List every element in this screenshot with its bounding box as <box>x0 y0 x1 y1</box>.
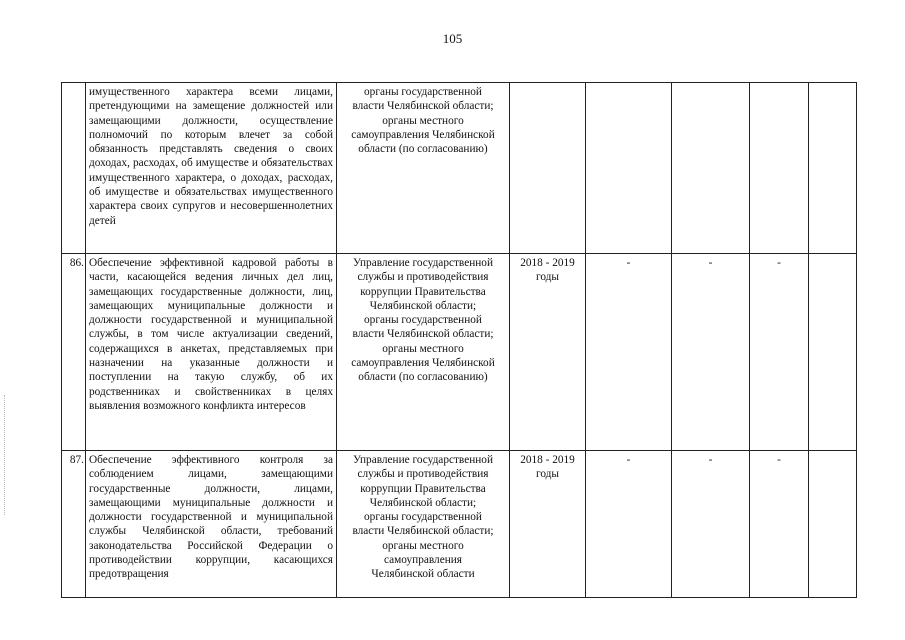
row-number: 86. <box>62 254 86 451</box>
period-cell <box>510 83 586 254</box>
funding-cell-1: - <box>586 254 672 451</box>
executor-cell: Управление государственной службы и противодействия коррупции Правительства Челябинской области; органы государственной власти Челябинской области; органы местного самоуправления Челябинской области <box>337 451 510 598</box>
funding-cell-1 <box>586 83 672 254</box>
page-number: 105 <box>442 31 463 46</box>
period-cell: 2018 - 2019 годы <box>510 451 586 598</box>
row-number: 87. <box>62 451 86 598</box>
measure-description: Обеспечение эффективного контроля за соблюдением лицами, замещающими государственные должности, лицами, замещающими муниципальные должности и должности государственной и муниципальной службы Челябинской области, требований законодательства Российской Федерации о противодействии коррупции, касающихся предотвращения <box>86 451 337 598</box>
period-cell: 2018 - 2019 годы <box>510 254 586 451</box>
executor-cell: органы государственной власти Челябинской области; органы местного самоуправления Челябинской области (по согласованию) <box>337 83 510 254</box>
funding-cell-2 <box>672 83 750 254</box>
funding-cell-3 <box>750 83 809 254</box>
table-row <box>62 254 857 451</box>
row-number <box>62 83 86 254</box>
funding-cell-4 <box>809 83 857 254</box>
funding-cell-4 <box>809 451 857 598</box>
funding-cell-3: - <box>750 451 809 598</box>
funding-cell-1: - <box>586 451 672 598</box>
executor-cell: Управление государственной службы и противодействия коррупции Правительства Челябинской области; органы государственной власти Челябинской области; органы местного самоуправления Челябинской области (по согласованию) <box>337 254 510 451</box>
measures-table <box>61 82 857 598</box>
funding-cell-4 <box>809 254 857 451</box>
measure-description: имущественного характера всеми лицами, претендующими на замещение должностей или замещающими должности, осуществление полномочий по которым влечет за собой обязанность представлять сведения о своих доходах, расходах, об имуществе и обязательствах имущественного характера, о доходах, расходах, об имуществе и обязательствах имущественного характера своих супругов и несовершеннолетних детей <box>86 83 337 254</box>
funding-cell-2: - <box>672 254 750 451</box>
measure-description: Обеспечение эффективной кадровой работы в части, касающейся ведения личных дел лиц, замещающих государственные должности, лиц, замещающих муниципальные должности и должности государственной и муниципальной службы, в том числе актуализации сведений, содержащихся в анкетах, представляемых при назначении на указанные должности и поступлении на такую службу, об их родственниках и свойственниках в целях выявления возможного конфликта интересов <box>86 254 337 451</box>
funding-cell-3: - <box>750 254 809 451</box>
funding-cell-2: - <box>672 451 750 598</box>
table-row <box>62 451 857 598</box>
table-row <box>62 83 857 254</box>
scan-edge-marks <box>4 395 11 515</box>
